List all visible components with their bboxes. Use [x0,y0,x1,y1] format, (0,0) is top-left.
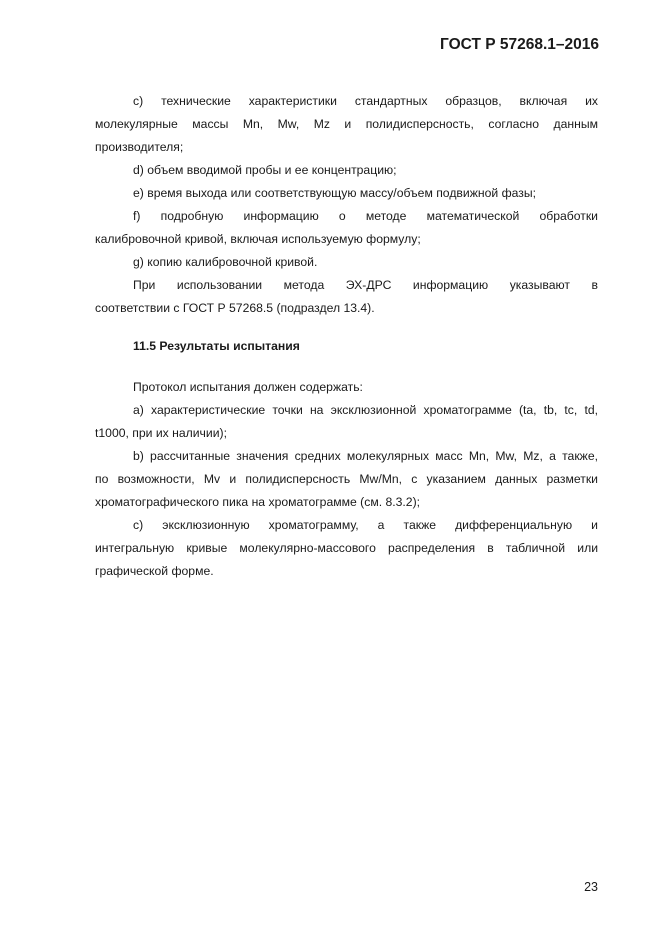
text-line: f) подробную информацию о методе математической обработки [133,209,598,223]
list-bottom [95,376,598,583]
text-line: по возможности, Mv и полидисперсность Mw/Mn, с указанием данных разметки [95,472,598,486]
text-line: е) время выхода или соответствующую массу/объем подвижной фазы; [133,186,536,200]
text-line: d) объем вводимой пробы и ее концентрацию; [133,163,397,177]
paragraph-b [95,445,598,514]
text-line: c) технические характеристики стандартных образцов, включая их [133,94,598,108]
text-line: интегральную кривые молекулярно-массового распределения в табличной или [95,541,598,555]
document-header: ГОСТ Р 57268.1–2016 [440,36,599,53]
paragraph-c [95,90,598,159]
list-top [95,90,598,320]
text-line: соответствии с ГОСТ Р 57268.5 (подраздел 13.4). [95,301,375,315]
page-number: 23 [584,880,598,894]
paragraph-a [95,399,598,445]
text-line: производителя; [95,140,184,154]
paragraph-e [95,182,598,205]
text-line: калибровочной кривой, включая используемую формулу; [95,232,421,246]
page-body [95,90,598,583]
section-heading: 11.5 Результаты испытания [133,339,300,353]
text-line: молекулярные массы Mn, Mw, Mz и полидисперсность, согласно данным [95,117,598,131]
paragraph-f [95,205,598,251]
text-line: g) копию калибровочной кривой. [133,255,318,269]
text-line: При использовании метода ЭХ-ДРС информацию указывают в [133,278,598,292]
list-item [95,90,598,320]
paragraph-ex [95,274,598,320]
paragraph-c2 [95,514,598,583]
text-line: t1000, при их наличии); [95,426,227,440]
text-line: с) эксклюзионную хроматограмму, а также дифференциальную и [133,518,598,532]
text-line: хроматографического пика на хроматограмме (см. 8.3.2); [95,495,421,509]
paragraph-d [95,159,598,182]
text-line: Протокол испытания должен содержать: [133,380,363,394]
paragraph-intro [95,376,598,399]
text-line: b) рассчитанные значения средних молекулярных масс Mn, Mw, Mz, а также, [133,449,598,463]
text-line: а) характеристические точки на эксклюзионной хроматограмме (ta, tb, tc, td, [133,403,598,417]
paragraph-g [95,251,598,274]
text-line: графической форме. [95,564,214,578]
